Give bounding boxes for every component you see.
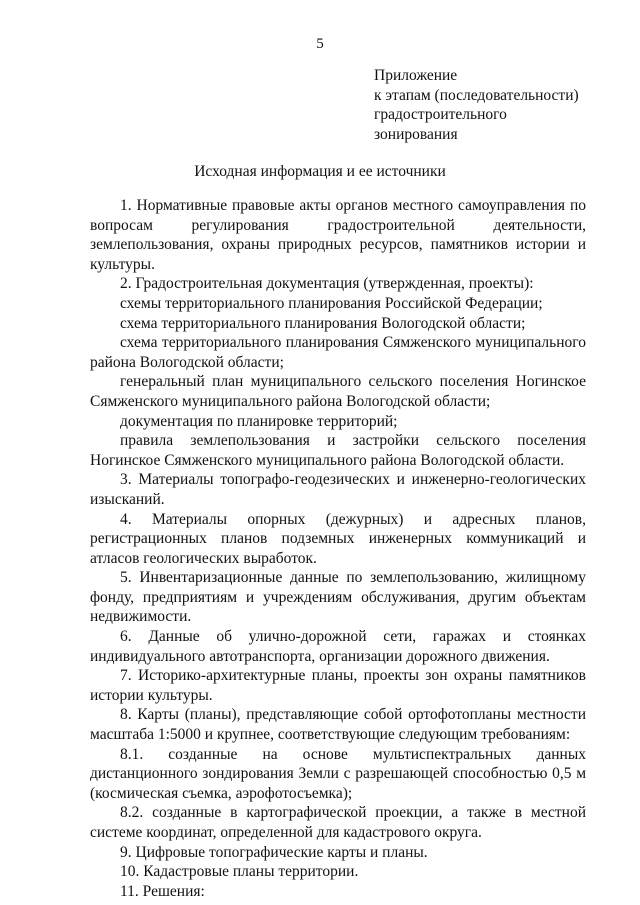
appendix-note	[374, 66, 614, 144]
paragraph: 11. Решения:	[120, 882, 205, 900]
paragraph: 10. Кадастровые планы территории.	[120, 863, 359, 881]
paragraph: 2. Градостроительная документация (утвержденная, проекты):	[120, 275, 534, 293]
paragraph: 7. Историко-архитектурные планы, проекты зон охраны памятников истории культуры.	[90, 667, 586, 704]
paragraph: схема территориального планирования Сямженского муниципального района Вологодской области;	[90, 334, 586, 371]
paragraph: 8.1. созданные на основе мультиспектральных данных дистанционного зондирования Земли с разрешающей способностью 0,5 м (космическая съемка, аэрофотосъемка);	[90, 745, 586, 802]
appendix-line: к этапам (последовательности)	[374, 86, 579, 104]
paragraph: документация по планировке территорий;	[120, 412, 398, 430]
appendix-line: Приложение	[374, 67, 458, 84]
paragraph: 5. Инвентаризационные данные по землепользованию, жилищному фонду, предприятиям и учреждениям обслуживания, другим объектам недвижимости.	[90, 569, 586, 626]
paragraph: 3. Материалы топографо-геодезических и инженерно-геологических изысканий.	[90, 471, 586, 508]
paragraph: правила землепользования и застройки сельского поселения Ногинское Сямженского муниципального района Вологодской области.	[90, 432, 586, 469]
document-title: Исходная информация и ее источники	[194, 163, 446, 180]
page-number: 5	[316, 36, 324, 52]
paragraph: 4. Материалы опорных (дежурных) и адресных планов, регистрационных планов подземных инженерных коммуникаций и атласов геологических выработок.	[90, 510, 586, 567]
paragraph: схема территориального планирования Вологодской области;	[120, 314, 526, 332]
appendix-line: градостроительного	[374, 106, 507, 123]
document-body	[90, 196, 586, 901]
paragraph: 9. Цифровые топографические карты и планы.	[120, 843, 428, 861]
paragraph: 1. Нормативные правовые акты органов местного самоуправления по вопросам регулирования градостроительной деятельности, землепользования, охраны природных ресурсов, памятников истории и культуры.	[90, 197, 586, 273]
paragraph: генеральный план муниципального сельского поселения Ногинское Сямженского муниципального района Вологодской области;	[90, 373, 586, 410]
paragraph: 6. Данные об улично-дорожной сети, гаражах и стоянках индивидуального автотранспорта, организации дорожного движения.	[90, 628, 586, 665]
paragraph: 8.2. созданные в картографической проекции, а также в местной системе координат, определенной для кадастрового округа.	[90, 804, 586, 841]
appendix-line: зонирования	[374, 125, 458, 143]
paragraph: 8. Карты (планы), представляющие собой ортофотопланы местности масштаба 1:5000 и крупнее, соответствующие следующим требованиям:	[90, 706, 586, 744]
paragraph: схемы территориального планирования Российской Федерации;	[120, 294, 543, 312]
